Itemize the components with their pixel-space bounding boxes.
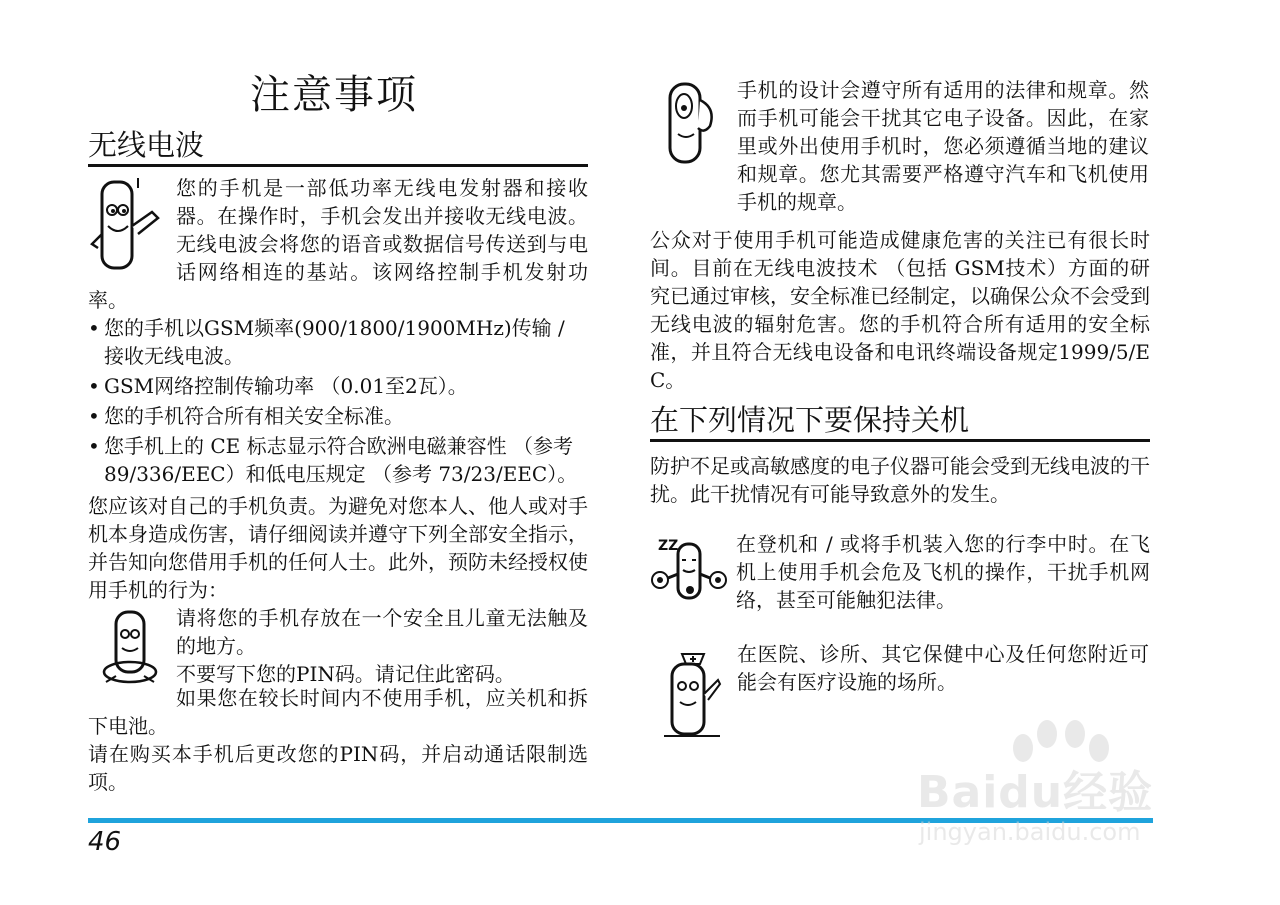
section-heading-text: 在下列情况下要保持关机 (650, 403, 970, 437)
watermark-main-text: Baidu经验 (917, 767, 1154, 818)
cartoon-phone-nurse-icon (660, 650, 726, 740)
svg-text:ZZ: ZZ (658, 538, 679, 554)
cartoon-phone-listening-icon (660, 78, 726, 170)
radio-waves-intro-text: 您的手机是一部低功率无线电发射器和接收器。在操作时，手机会发出并接收无线电波。无线电波会将您的语音或数据信号传送到与电话网络相连的基站。该网络控制手机发射功率。 (88, 176, 588, 312)
section-heading-switch-off (650, 401, 1150, 442)
aircraft-paragraph-text: 在登机和 / 或将手机装入您的行李中时。在飞机上使用手机会危及飞机的操作，干扰手机网络，甚至可能触犯法律。 (736, 532, 1150, 612)
laws-paragraph: 手机的设计会遵守所有适用的法律和规章。然而手机可能会干扰其它电子设备。因此，在家里或外出使用手机时，您必须遵循当地的建议和规章。您尤其需要严格遵守汽车和飞机使用手机的规章。 (737, 78, 1149, 214)
change-pin-paragraph: 请在购买本手机后更改您的PIN码，并启动通话限制选项。 (88, 742, 588, 794)
section-heading-radio-waves (88, 126, 588, 167)
radio-waves-intro (88, 174, 588, 314)
hospital-paragraph: 在医院、诊所、其它保健中心及任何您附近可能会有医疗设施的场所。 (737, 642, 1149, 694)
list-item: • 您的手机以GSM频率(900/1800/1900MHz)传输 / 接收无线电波。 (88, 314, 588, 370)
pin-tip: 不要写下您的PIN码。请记住此密码。 (176, 662, 515, 686)
responsibility-paragraph: 您应该对自己的手机负责。为避免对您本人、他人或对手机本身造成伤害，请仔细阅读并遵守下列全部安全指示，并告知向您借用手机的任何人士。此外，预防未经授权使用手机的行为： (88, 494, 588, 602)
battery-tip-text: 如果您在较长时间内不使用手机，应关机和拆下电池。 (88, 686, 588, 738)
list-item: • 您的手机符合所有相关安全标准。 (88, 402, 588, 430)
list-item: • 您手机上的 CE 标志显示符合欧洲电磁兼容性 （参考 89/336/EEC）和低电压规定 （参考 73/23/EEC）。 (88, 432, 588, 488)
radio-waves-bullet-list (88, 314, 588, 490)
health-paragraph: 公众对于使用手机可能造成健康危害的关注已有很长时间。目前在无线电波技术 （包括 GSM技术）方面的研究已通过审核，安全标准已经制定，以确保公众不会受到无线电波的辐射危害。您的手机符合所有适用的安全标准，并且符合无线电设备和电讯终端设备规定1999/5/EC。 (650, 228, 1150, 392)
cartoon-phone-pointing-icon (88, 174, 170, 286)
storage-tip: 请将您的手机存放在一个安全且儿童无法触及的地方。 (176, 606, 588, 658)
battery-tip (88, 684, 588, 740)
cartoon-airplane-sleep-icon (650, 530, 732, 612)
aircraft-paragraph (650, 530, 1150, 614)
list-item: • GSM网络控制传输功率 （0.01至2瓦）。 (88, 372, 588, 400)
interference-paragraph: 防护不足或高敏感度的电子仪器可能会受到无线电波的干扰。此干扰情况有可能导致意外的发生。 (650, 454, 1150, 506)
watermark-sub-text: jingyan.baidu.com (919, 818, 1141, 846)
page-title: 注意事项 (250, 72, 418, 118)
section-heading-text: 无线电波 (88, 128, 205, 162)
page-number: 46 (88, 827, 122, 857)
baidu-watermark (905, 718, 1205, 858)
cartoon-phone-child-icon (98, 606, 170, 688)
